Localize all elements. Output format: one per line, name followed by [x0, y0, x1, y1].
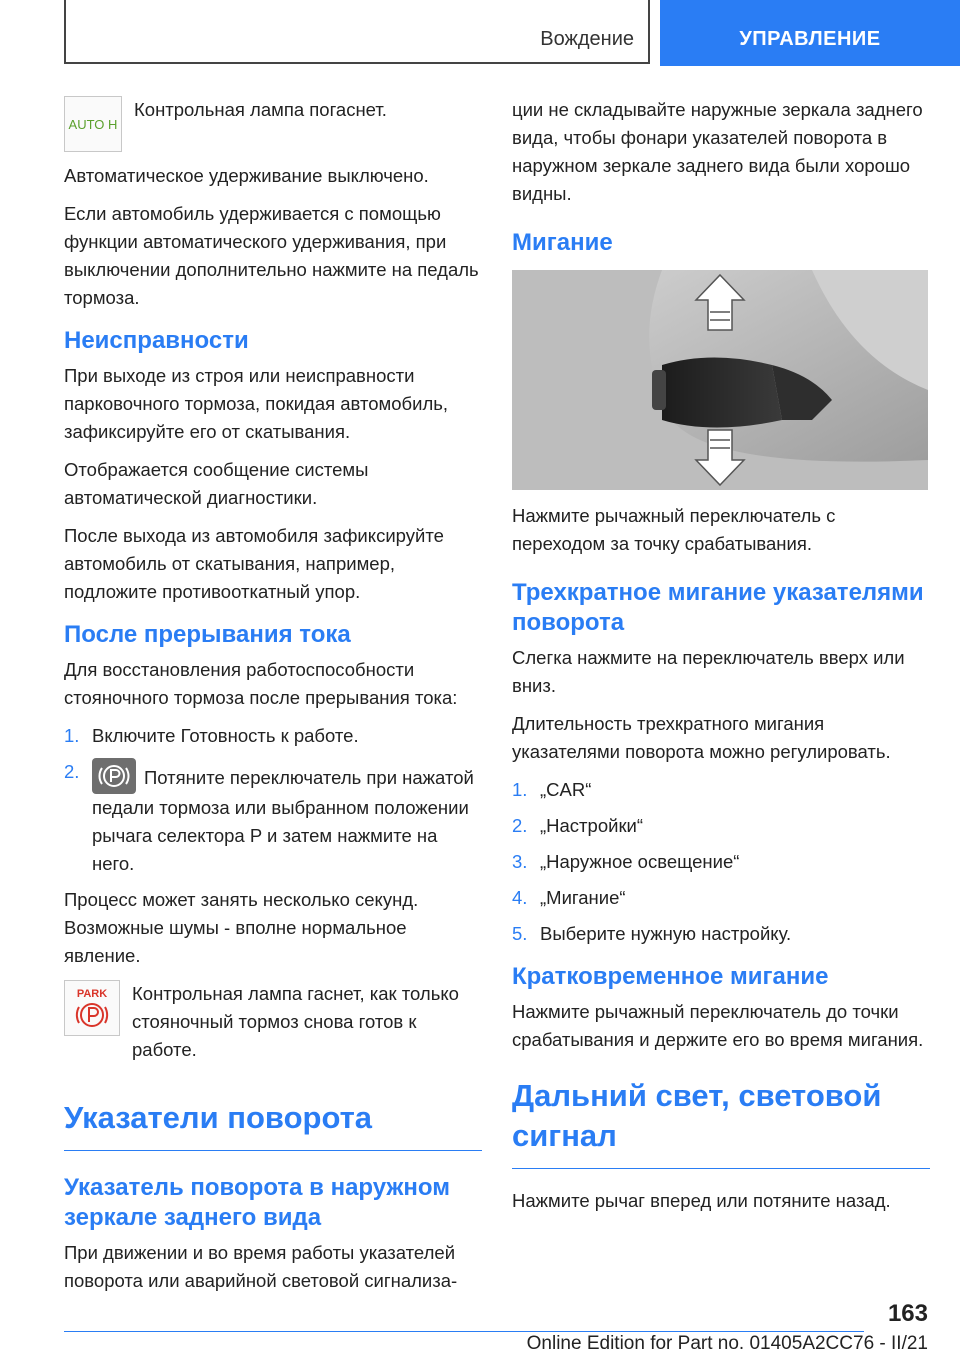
power-steps-list — [64, 722, 482, 878]
header-section-title: Вождение — [540, 28, 634, 50]
step-number: 2. — [64, 761, 80, 782]
list-item — [512, 776, 930, 804]
paragraph: ции не складывайте наружные зеркала заднего вида, чтобы фонари указателей поворота в наружном зеркале заднего вида были хорошо видны. — [512, 99, 923, 204]
paragraph: Нажмите рычажный переключатель с переходом за точку срабатывания. — [512, 505, 836, 554]
svg-text:PARK: PARK — [76, 988, 108, 1000]
paragraph: При движении и во время работы указателей поворота или аварийной световой сигнализа- — [64, 1242, 458, 1291]
paragraph: Процесс может занять несколько секунд. Возможные шумы - вполне нормальное явление. — [64, 889, 419, 966]
autoh-note-text: Контрольная лампа погаснет. — [134, 99, 387, 120]
header-section-box — [64, 0, 650, 64]
step-text: Выберите нужную настройку. — [540, 923, 792, 944]
heading-short-blink: Кратковременное мигание — [512, 963, 829, 990]
park-note-text: Контрольная лампа гаснет, как только стояночный тормоз снова готов к работе. — [132, 983, 459, 1060]
paragraph: Автоматическое удерживание выключено. — [64, 165, 429, 186]
step-text: „Настройки“ — [540, 815, 644, 836]
page-header — [0, 0, 960, 66]
step-number: 4. — [512, 887, 528, 908]
header-chapter-tab — [660, 0, 960, 66]
list-item — [64, 758, 482, 878]
paragraph: При выходе из строя или неисправности парковочного тормоза, покидая автомобиль, зафиксируйте его от скатывания. — [64, 365, 449, 442]
step-text: Включите Готовность к работе. — [92, 725, 359, 746]
section-high-beam: Дальний свет, световой сигнал — [512, 1076, 930, 1169]
settings-steps-list — [512, 776, 930, 948]
step-text: „CAR“ — [540, 779, 592, 800]
heading-blinking: Мигание — [512, 229, 613, 256]
paragraph: Нажмите рычаг вперед или потяните назад. — [512, 1190, 891, 1211]
list-item — [512, 884, 930, 912]
footer-divider — [64, 1331, 864, 1332]
step-number: 1. — [512, 779, 528, 800]
step-number: 3. — [512, 851, 528, 872]
right-column — [512, 96, 930, 1225]
list-item — [512, 920, 930, 948]
list-item — [64, 722, 482, 750]
page-number: 163 — [887, 1300, 928, 1327]
paragraph: После выхода из автомобиля зафиксируйте автомобиль от скатывания, например, подложите противооткатный упор. — [64, 525, 444, 602]
park-brake-warning-icon — [64, 980, 120, 1036]
paragraph: Отображается сообщение системы автоматической диагностики. — [64, 459, 369, 508]
heading-triple-blink: Трехкратное мигание указателями поворота — [512, 579, 924, 636]
paragraph: Если автомобиль удерживается с помощью функции автоматического удерживания, при выключении дополнительно нажмите на педаль тормоза. — [64, 203, 479, 308]
edition-footer: Online Edition for Part no. 01405A2CC76 - II/21 — [526, 1333, 928, 1354]
paragraph: Слегка нажмите на переключатель вверх или вниз. — [512, 647, 905, 696]
paragraph: Длительность трехкратного мигания указателями поворота можно регулировать. — [512, 713, 891, 762]
turn-signal-lever-image — [512, 270, 928, 490]
left-column — [64, 96, 482, 1305]
list-item — [512, 812, 930, 840]
auto-hold-icon — [64, 96, 122, 152]
heading-mirror-indicator: Указатель поворота в наружном зеркале заднего вида — [64, 1174, 451, 1231]
step-text: „Мигание“ — [540, 887, 626, 908]
section-turn-signals: Указатели поворота — [64, 1098, 482, 1151]
step-text: Потяните переключатель при нажатой педали тормоза или выбранном положении рычага селектора P и затем нажмите на него. — [92, 758, 482, 878]
heading-faults: Неисправности — [64, 327, 249, 354]
parking-brake-switch-icon — [92, 758, 136, 794]
step-text: „Наружное освещение“ — [540, 851, 740, 872]
heading-power-interruption: После прерывания тока — [64, 621, 351, 648]
park-note — [64, 980, 482, 1064]
step-number: 2. — [512, 815, 528, 836]
header-chapter-title: УПРАВЛЕНИЕ — [739, 28, 881, 50]
paragraph: Для восстановления работоспособности стояночного тормоза после прерывания тока: — [64, 659, 458, 708]
step-number: 1. — [64, 725, 80, 746]
paragraph: Нажмите рычажный переключатель до точки срабатывания и держите его во время мигания. — [512, 1001, 924, 1050]
autoh-note — [64, 96, 482, 152]
svg-text:AUTO H: AUTO H — [68, 117, 118, 132]
step-number: 5. — [512, 923, 528, 944]
list-item — [512, 848, 930, 876]
